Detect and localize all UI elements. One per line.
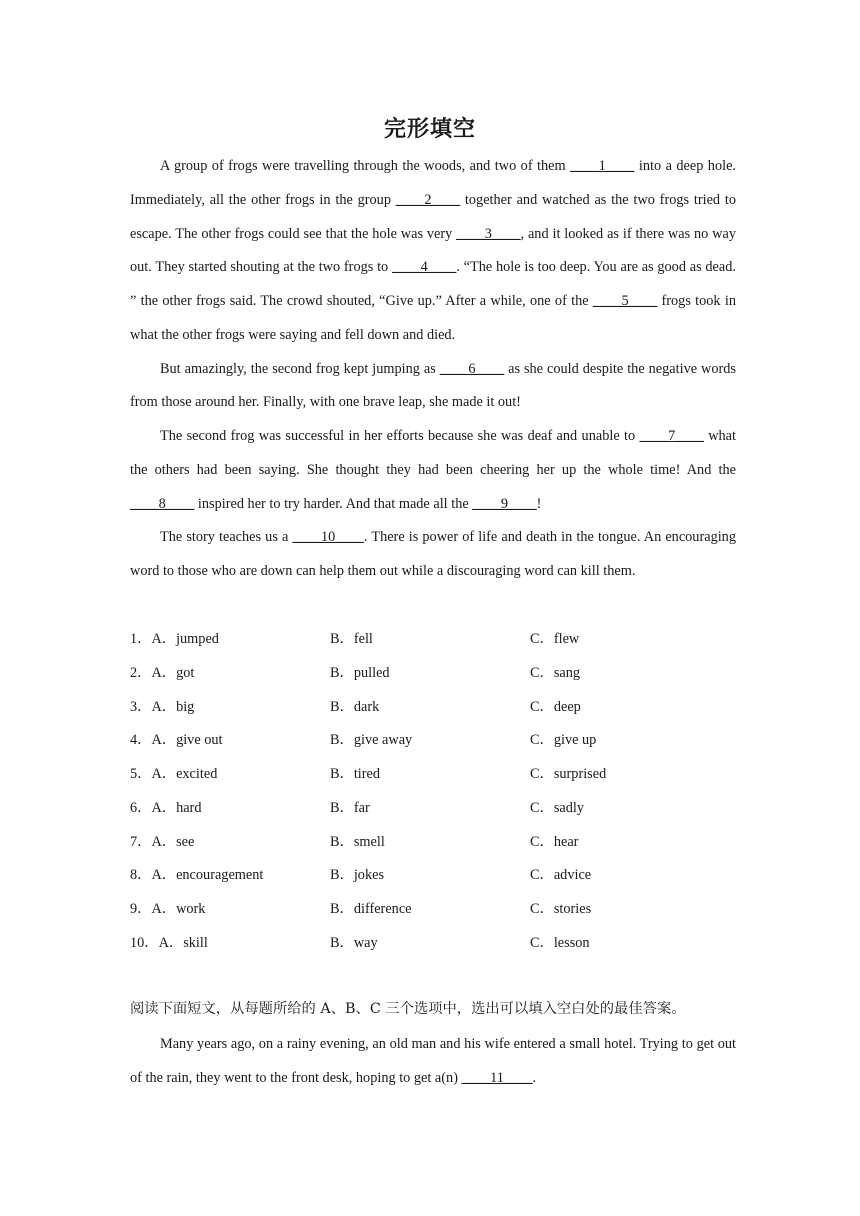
text-segment: as she could despite the negative words from those around her. Finally, with one brave leap, she made it out! xyxy=(130,360,736,411)
text-segment: together and watched as the two frogs tried to escape. The other frogs could see that the hole was very xyxy=(130,191,736,242)
option-a: 6．A．hard xyxy=(130,799,202,816)
blank-10: ____10____ xyxy=(292,529,364,546)
option-b: B．dark xyxy=(330,698,380,715)
option-row-1 xyxy=(130,623,736,657)
option-a: 10．A．skill xyxy=(130,934,208,951)
option-b: B．fell xyxy=(330,631,373,647)
option-b: B．tired xyxy=(330,766,381,782)
option-row-4 xyxy=(130,724,736,758)
blank-3: ____3____ xyxy=(456,225,521,242)
option-b: B．way xyxy=(330,934,378,951)
option-b: B．jokes xyxy=(330,867,385,884)
passage-paragraph-3 xyxy=(130,420,736,521)
text-segment: The second frog was successful in her efforts because she was deaf and unable to xyxy=(160,428,640,444)
blank-1: ____1____ xyxy=(570,158,635,174)
option-c: C．give up xyxy=(530,732,597,749)
text-segment: . “The hole is too deep. You are as good as dead. ” the other frogs said. The crowd shouted, “Give up.” After a while, one of the xyxy=(130,259,736,309)
option-a: 7．A．see xyxy=(130,833,195,850)
text-segment: The story teaches us a xyxy=(160,529,293,546)
blank-8: ____8____ xyxy=(130,495,195,512)
text-segment: inspired her to try harder. And that made all the xyxy=(194,495,473,512)
option-c: C．advice xyxy=(530,867,592,884)
passage-paragraph xyxy=(130,1028,736,1096)
option-c: C．hear xyxy=(530,833,579,850)
option-b: B．pulled xyxy=(330,664,390,681)
blank-6: ____6____ xyxy=(439,360,505,377)
option-c: C．stories xyxy=(530,901,592,917)
text-segment: Many years ago, on a rainy evening, an old man and his wife entered a small hotel. Trying to get out of the rain, they went to the front desk, hoping to get a(n) xyxy=(130,1036,736,1086)
answer-options xyxy=(130,623,736,961)
option-b: B．far xyxy=(330,799,370,816)
option-b: B．difference xyxy=(330,901,412,917)
option-c: C．sang xyxy=(530,664,581,681)
option-b: B．give away xyxy=(330,732,413,749)
text-segment: what the others had been saying. She thought they had been cheering her up the whole time! And the xyxy=(130,428,736,478)
option-row-10 xyxy=(130,927,736,961)
blank-4: ____4____ xyxy=(391,259,457,276)
option-row-7 xyxy=(130,826,736,860)
cloze-passage-1 xyxy=(130,150,736,589)
option-b: B．smell xyxy=(330,833,385,850)
option-c: C．flew xyxy=(530,631,580,647)
passage-paragraph-1 xyxy=(130,150,736,353)
option-c: C．sadly xyxy=(530,799,585,816)
blank-5: ____5____ xyxy=(592,293,658,309)
option-a: 4．A．give out xyxy=(130,732,223,749)
option-row-2 xyxy=(130,657,736,691)
passage-paragraph-4 xyxy=(130,521,736,589)
text-segment: A group of frogs were travelling through the woods, and two of them xyxy=(160,158,571,174)
text-segment: . There is power of life and death in the tongue. An encouraging word to those who are down can help them out while a discouraging word can kill them. xyxy=(130,529,736,579)
option-c: C．lesson xyxy=(530,934,590,951)
option-a: 5．A．excited xyxy=(130,766,218,782)
section-instruction: 阅读下面短文，从每题所给的 A、B、C 三个选项中，选出可以填入空白处的最佳答案。 xyxy=(130,1001,686,1017)
text-segment: . xyxy=(532,1069,537,1086)
option-c: C．surprised xyxy=(530,766,607,782)
option-a: 1．A．jumped xyxy=(130,631,219,647)
option-a: 8．A．encouragement xyxy=(130,867,264,884)
option-row-9 xyxy=(130,893,736,927)
passage-paragraph-2 xyxy=(130,353,736,421)
blank-2: ____2____ xyxy=(395,191,461,208)
page-title: 完形填空 xyxy=(383,117,476,142)
text-segment: into a deep hole. Immediately, all the other frogs in the group xyxy=(130,158,736,208)
text-segment: ! xyxy=(536,495,542,512)
option-a: 3．A．big xyxy=(130,698,195,715)
option-row-3 xyxy=(130,691,736,725)
option-row-5 xyxy=(130,758,736,792)
option-row-6 xyxy=(130,792,736,826)
blank-7: ____7____ xyxy=(639,428,704,444)
blank-9: ____9____ xyxy=(472,495,537,512)
text-segment: , and it looked as if there was no way out. They started shouting at the two frogs to xyxy=(130,225,737,276)
text-segment: But amazingly, the second frog kept jumping as xyxy=(160,360,440,377)
option-c: C．deep xyxy=(530,698,581,715)
blank-11: ____11____ xyxy=(461,1069,533,1086)
cloze-passage-2 xyxy=(130,1028,736,1096)
text-segment: frogs took in what the other frogs were saying and fell down and died. xyxy=(130,293,736,343)
option-row-8 xyxy=(130,859,736,893)
option-a: 2．A．got xyxy=(130,664,195,681)
option-a: 9．A．work xyxy=(130,901,206,917)
